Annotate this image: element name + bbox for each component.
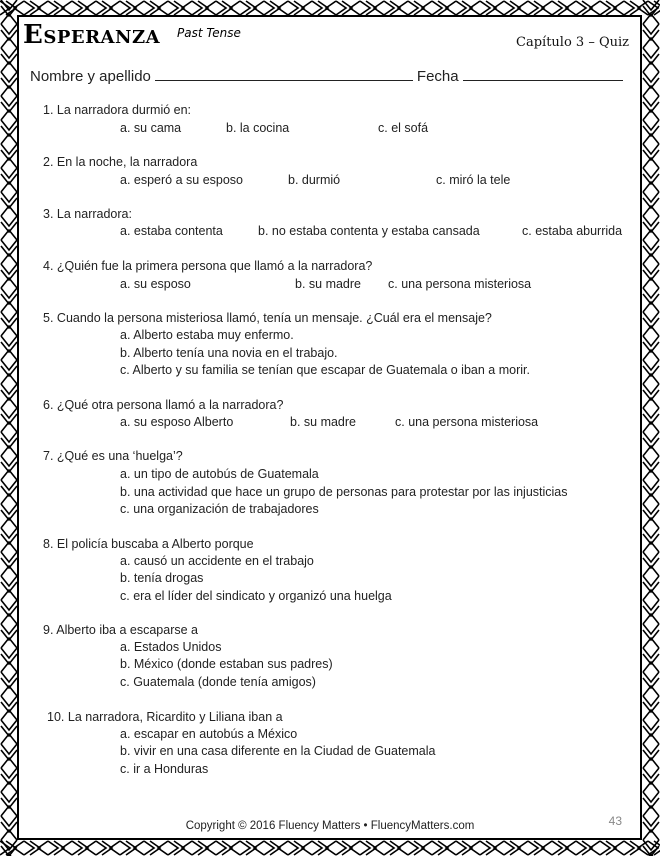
option[interactable]: a. Alberto estaba muy enfermo. bbox=[120, 328, 294, 342]
option[interactable]: a. causó un accidente en el trabajo bbox=[120, 554, 314, 568]
book-title: Esperanza bbox=[23, 20, 161, 50]
option[interactable]: b. una actividad que hace un grupo de personas para protestar por las injusticias bbox=[120, 485, 568, 499]
option[interactable]: a. Estados Unidos bbox=[120, 640, 222, 654]
book-subtitle: Past Tense bbox=[177, 26, 241, 40]
option[interactable]: a. su cama bbox=[120, 121, 182, 135]
option[interactable]: b. Alberto tenía una novia en el trabajo. bbox=[120, 346, 338, 360]
question-4: 4. ¿Quién fue la primera persona que llamó a la narradora? bbox=[43, 259, 373, 273]
date-field[interactable] bbox=[463, 66, 623, 81]
name-label: Nombre y apellido bbox=[30, 68, 151, 85]
question-1: 1. La narradora durmió en: bbox=[43, 103, 192, 117]
question-8: 8. El policía buscaba a Alberto porque bbox=[43, 537, 254, 551]
option[interactable]: b. la cocina bbox=[226, 121, 290, 135]
option[interactable]: a. esperó a su esposo bbox=[120, 173, 243, 187]
option[interactable]: c. el sofá bbox=[378, 121, 429, 135]
option[interactable]: c. miró la tele bbox=[436, 173, 511, 187]
chapter-label: Capítulo 3 – Quiz bbox=[516, 35, 629, 50]
decorative-border-top bbox=[0, 0, 660, 16]
question-9: 9. Alberto iba a escaparse a bbox=[43, 623, 198, 637]
option[interactable]: b. tenía drogas bbox=[120, 571, 204, 585]
copyright-footer: Copyright © 2016 Fluency Matters • FluencyMatters.com bbox=[185, 820, 475, 832]
decorative-border-right bbox=[642, 0, 660, 856]
option[interactable]: c. estaba aburrida bbox=[522, 224, 623, 238]
option[interactable]: a. un tipo de autobús de Guatemala bbox=[120, 467, 319, 481]
option[interactable]: c. una organización de trabajadores bbox=[120, 502, 319, 516]
decorative-border-left bbox=[0, 0, 18, 856]
name-date-row bbox=[30, 66, 627, 85]
option[interactable]: b. durmió bbox=[288, 173, 341, 187]
option[interactable]: c. una persona misteriosa bbox=[395, 415, 539, 429]
option[interactable]: b. su madre bbox=[290, 415, 357, 429]
option[interactable]: b. México (donde estaban sus padres) bbox=[120, 657, 333, 671]
option[interactable]: a. estaba contenta bbox=[120, 224, 223, 238]
option[interactable]: a. su esposo Alberto bbox=[120, 415, 234, 429]
option[interactable]: a. escapar en autobús a México bbox=[120, 727, 298, 741]
option[interactable]: b. su madre bbox=[295, 277, 362, 291]
option[interactable]: c. una persona misteriosa bbox=[388, 277, 532, 291]
option[interactable]: c. Guatemala (donde tenía amigos) bbox=[120, 675, 316, 689]
question-3: 3. La narradora: bbox=[43, 207, 132, 221]
option[interactable]: b. no estaba contenta y estaba cansada bbox=[258, 224, 480, 238]
option[interactable]: a. su esposo bbox=[120, 277, 191, 291]
option[interactable]: c. era el líder del sindicato y organizó una huelga bbox=[120, 589, 392, 603]
question-6: 6. ¿Qué otra persona llamó a la narradora? bbox=[43, 398, 284, 412]
decorative-border-bottom bbox=[0, 840, 660, 856]
option[interactable]: b. vivir en una casa diferente en la Ciudad de Guatemala bbox=[120, 744, 436, 758]
page-number: 43 bbox=[608, 814, 622, 828]
question-2: 2. En la noche, la narradora bbox=[43, 155, 198, 169]
question-5: 5. Cuando la persona misteriosa llamó, tenía un mensaje. ¿Cuál era el mensaje? bbox=[43, 311, 492, 325]
option[interactable]: c. Alberto y su familia se tenían que escapar de Guatemala o iban a morir. bbox=[120, 363, 530, 377]
date-label: Fecha bbox=[416, 68, 459, 85]
option[interactable]: c. ir a Honduras bbox=[120, 762, 209, 776]
question-7: 7. ¿Qué es una ‘huelga’? bbox=[43, 449, 183, 463]
name-field[interactable] bbox=[155, 66, 413, 81]
question-10: 10. La narradora, Ricardito y Liliana iban a bbox=[47, 710, 283, 724]
